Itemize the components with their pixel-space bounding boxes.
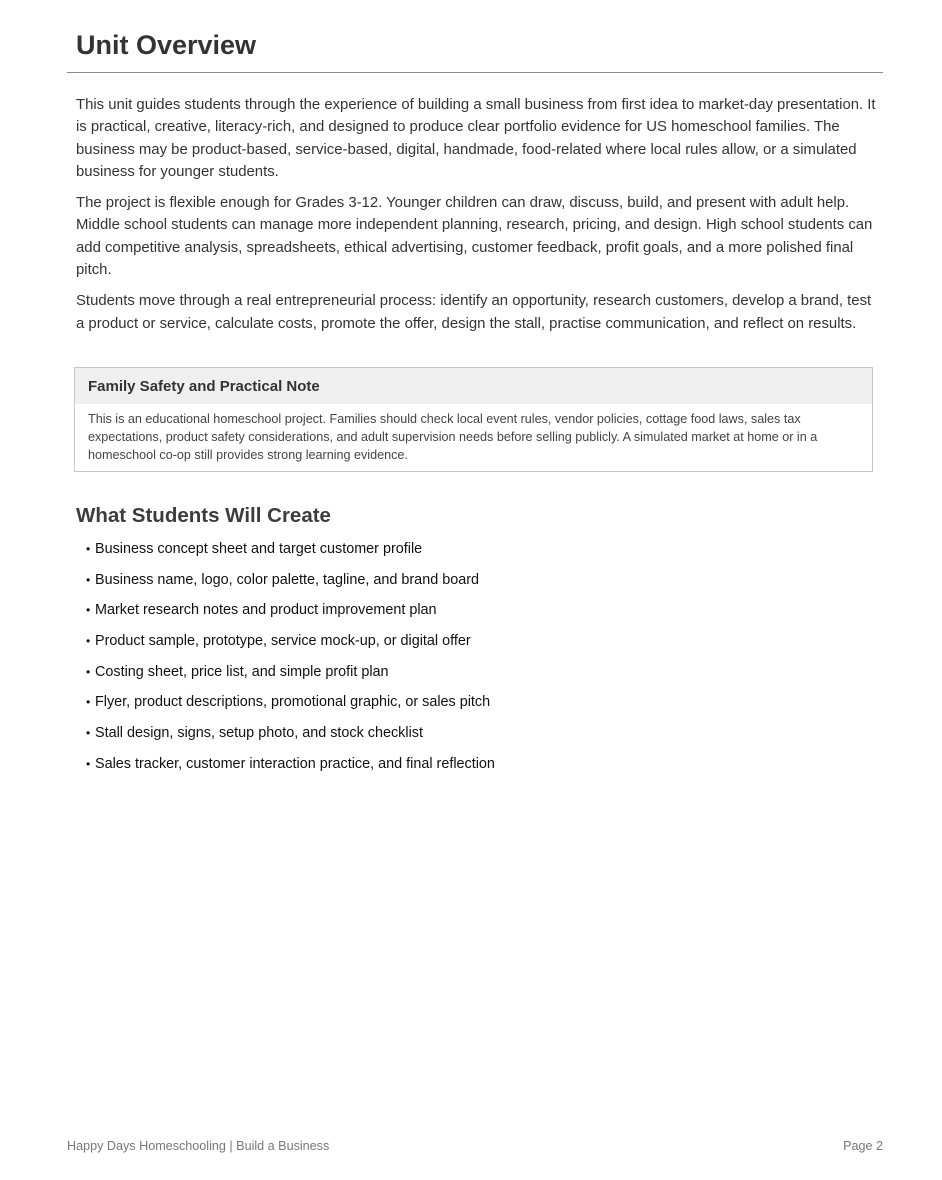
intro-paragraph: Students move through a real entrepreneurial process: identify an opportunity, research customers, develop a brand, test a product or service, calculate costs, promote the offer, design the stall, practise communication, and reflect on results. (76, 293, 872, 332)
bullet-icon: • (86, 756, 91, 771)
bullet-icon: • (86, 726, 91, 741)
list-item-text: Flyer, product descriptions, promotional graphic, or sales pitch (95, 694, 491, 711)
list-item (86, 569, 495, 600)
list-item-text: Stall design, signs, setup photo, and stock checklist (95, 725, 423, 742)
intro-section (76, 94, 876, 344)
list-item-text: Market research notes and product improvement plan (95, 602, 437, 619)
list-item (86, 691, 495, 722)
list-item (86, 630, 495, 661)
intro-paragraph: This unit guides students through the experience of building a small business from first idea to market-day presentation. It is practical, creative, literacy-rich, and designed to produce clear portfolio evidence for US homeschool families. The business may be product-based, service-based, digital, handmade, food-related where local rules allow, or a simulated business for younger students. (76, 97, 876, 180)
title-divider (67, 72, 883, 73)
bullet-icon: • (86, 634, 91, 649)
list-item (86, 753, 495, 784)
list-item-text: Business name, logo, color palette, tagline, and brand board (95, 571, 480, 588)
safety-note-body: This is an educational homeschool project. Families should check local event rules, vendor policies, cottage food laws, sales tax expectations, product safety considerations, and adult supervision needs before selling publicly. A simulated market at home or in a homeschool co-op still provides strong learning evidence. (88, 412, 818, 463)
list-item (86, 722, 495, 753)
page-number: Page 2 (843, 1139, 883, 1153)
list-item (86, 538, 495, 569)
safety-note-box (74, 367, 873, 472)
safety-note-title: Family Safety and Practical Note (75, 368, 872, 404)
bullet-icon: • (86, 695, 91, 710)
footer-title: Happy Days Homeschooling | Build a Business (67, 1139, 330, 1153)
list-item-text: Costing sheet, price list, and simple profit plan (95, 663, 389, 680)
list-item (86, 599, 495, 630)
list-item-text: Product sample, prototype, service mock-up, or digital offer (95, 633, 471, 650)
list-item (86, 661, 495, 692)
list-item-text: Sales tracker, customer interaction practice, and final reflection (95, 755, 495, 772)
list-item-text: Business concept sheet and target customer profile (95, 541, 423, 557)
bullet-icon: • (86, 603, 91, 618)
bullet-icon: • (86, 542, 91, 556)
bullet-icon: • (86, 664, 91, 679)
bullet-icon: • (86, 572, 91, 587)
create-list (86, 538, 495, 784)
create-section-heading: What Students Will Create (76, 504, 331, 527)
intro-paragraph: The project is flexible enough for Grades 3-12. Younger children can draw, discuss, build, and present with adult help. Middle school students can manage more independent planning, research, pricing, and design. High school students can add competitive analysis, spreadsheets, ethical advertising, customer feedback, profit goals, and a more polished final pitch. (76, 195, 873, 279)
page-title: Unit Overview (76, 30, 257, 60)
